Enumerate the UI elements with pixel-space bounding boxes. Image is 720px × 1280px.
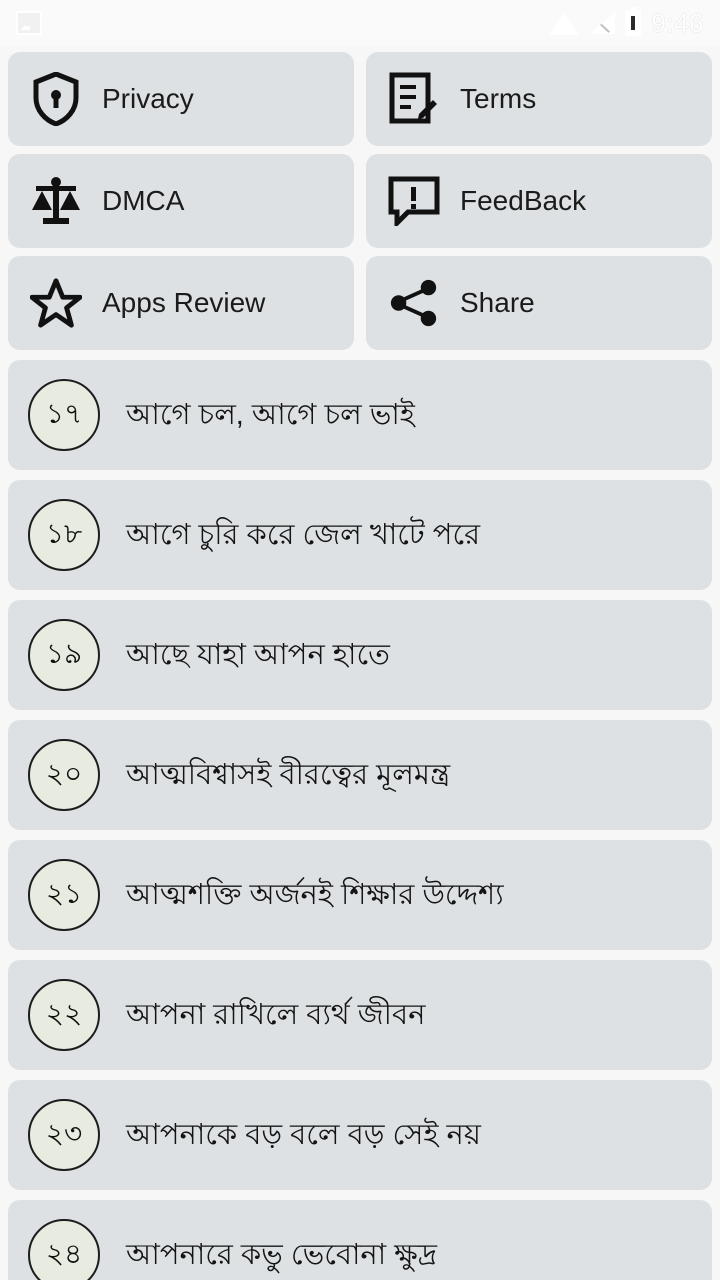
item-title: আত্মবিশ্বাসই বীরত্বের মূলমন্ত্র — [126, 758, 451, 791]
item-title: আগে চল, আগে চল ভাই — [126, 398, 415, 431]
list-item[interactable] — [8, 960, 712, 1070]
menu-item-label: DMCA — [102, 185, 185, 216]
menu-item-label: Terms — [460, 83, 537, 114]
status-bar — [0, 0, 720, 46]
item-number-badge: ২৩ — [28, 1099, 100, 1171]
menu-grid — [0, 46, 720, 350]
item-title: আত্মশক্তি অর্জনই শিক্ষার উদ্দেশ্য — [126, 878, 504, 911]
item-number-badge: ১৮ — [28, 499, 100, 571]
menu-item-label: FeedBack — [460, 185, 587, 216]
item-title: আপনাকে বড় বলে বড় সেই নয় — [126, 1118, 481, 1151]
item-number-badge: ২২ — [28, 979, 100, 1051]
menu-item-share[interactable] — [366, 256, 712, 350]
menu-item-label: Share — [460, 287, 535, 318]
status-bar-left — [16, 11, 42, 35]
menu-item-label: Apps Review — [102, 287, 266, 318]
wifi-icon — [549, 13, 579, 35]
item-title: আগে চুরি করে জেল খাটে পরে — [126, 518, 481, 551]
status-clock: 9:46 — [651, 7, 704, 38]
chat-alert-icon — [388, 173, 440, 229]
status-bar-right — [549, 8, 704, 39]
item-number-badge: ২১ — [28, 859, 100, 931]
shield-lock-icon — [30, 71, 82, 127]
menu-item-feedback[interactable] — [366, 154, 712, 248]
image-icon — [16, 11, 42, 35]
list-item[interactable] — [8, 720, 712, 830]
item-number-badge: ১৯ — [28, 619, 100, 691]
sim-card-off-icon — [589, 12, 615, 34]
menu-item-apps-review[interactable] — [8, 256, 354, 350]
item-number-badge: ২০ — [28, 739, 100, 811]
document-edit-icon — [388, 71, 440, 127]
star-outline-icon — [30, 275, 82, 331]
menu-item-dmca[interactable] — [8, 154, 354, 248]
item-title: আপনারে কভু ভেবোনা ক্ষুদ্র — [126, 1238, 437, 1271]
item-number-badge: ২৪ — [28, 1219, 100, 1280]
list-item[interactable] — [8, 480, 712, 590]
menu-item-terms[interactable] — [366, 52, 712, 146]
item-title: আছে যাহা আপন হাতে — [126, 638, 390, 671]
item-title: আপনা রাখিলে ব্যর্থ জীবন — [126, 998, 426, 1031]
list-item[interactable] — [8, 600, 712, 710]
share-nodes-icon — [388, 275, 440, 331]
battery-icon — [625, 10, 641, 36]
list-item[interactable] — [8, 1080, 712, 1190]
list-item[interactable] — [8, 840, 712, 950]
menu-item-label: Privacy — [102, 83, 194, 114]
item-number-badge: ১৭ — [28, 379, 100, 451]
list-item[interactable] — [8, 1200, 712, 1280]
scales-balance-icon — [30, 173, 82, 229]
menu-item-privacy[interactable] — [8, 52, 354, 146]
list-item[interactable] — [8, 360, 712, 470]
quote-list — [0, 350, 720, 1280]
